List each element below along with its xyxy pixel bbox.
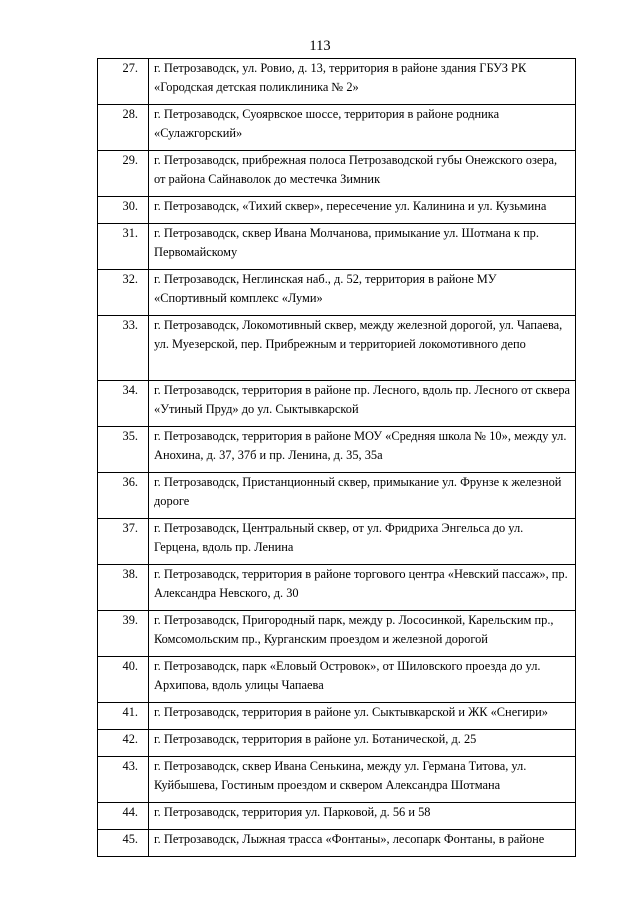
table-row [98, 197, 576, 224]
row-number: 45. [98, 830, 149, 857]
row-text: г. Петрозаводск, прибрежная полоса Петрозаводской губы Онежского озера, от района Сайнаволок до местечка Зимник [149, 151, 576, 197]
table-row [98, 59, 576, 105]
row-text: г. Петрозаводск, территория ул. Парковой, д. 56 и 58 [149, 803, 576, 830]
row-number: 42. [98, 730, 149, 757]
row-number: 27. [98, 59, 149, 105]
row-text: г. Петрозаводск, Локомотивный сквер, между железной дорогой, ул. Чапаева, ул. Муезерской, пер. Прибрежным и территорией локомотивного депо [149, 316, 576, 381]
row-number: 33. [98, 316, 149, 381]
row-text: г. Петрозаводск, Суоярвское шоссе, территория в районе родника «Сулажгорский» [149, 105, 576, 151]
row-number: 41. [98, 703, 149, 730]
table-row [98, 381, 576, 427]
table-body [98, 59, 576, 857]
row-number: 43. [98, 757, 149, 803]
row-text: г. Петрозаводск, территория в районе торгового центра «Невский пассаж», пр. Александра Невского, д. 30 [149, 565, 576, 611]
table-row [98, 224, 576, 270]
table-row [98, 151, 576, 197]
row-text: г. Петрозаводск, Центральный сквер, от ул. Фридриха Энгельса до ул. Герцена, вдоль пр. Ленина [149, 519, 576, 565]
table-row [98, 730, 576, 757]
table-row [98, 611, 576, 657]
row-text: г. Петрозаводск, Лыжная трасса «Фонтаны», лесопарк Фонтаны, в районе [149, 830, 576, 857]
table-row [98, 830, 576, 857]
row-number: 35. [98, 427, 149, 473]
row-number: 30. [98, 197, 149, 224]
row-text: г. Петрозаводск, Пристанционный сквер, примыкание ул. Фрунзе к железной дороге [149, 473, 576, 519]
table-row [98, 803, 576, 830]
table-row [98, 657, 576, 703]
row-text: г. Петрозаводск, территория в районе пр. Лесного, вдоль пр. Лесного от сквера «Утиный Пруд» до ул. Сыктывкарской [149, 381, 576, 427]
table-row [98, 473, 576, 519]
row-number: 32. [98, 270, 149, 316]
row-text: г. Петрозаводск, сквер Ивана Молчанова, примыкание ул. Шотмана к пр. Первомайскому [149, 224, 576, 270]
row-text: г. Петрозаводск, «Тихий сквер», пересечение ул. Калинина и ул. Кузьмина [149, 197, 576, 224]
row-text: г. Петрозаводск, ул. Ровио, д. 13, территория в районе здания ГБУЗ РК «Городская детская поликлиника № 2» [149, 59, 576, 105]
table-row [98, 427, 576, 473]
row-text: г. Петрозаводск, территория в районе ул. Сыктывкарской и ЖК «Снегири» [149, 703, 576, 730]
row-text: г. Петрозаводск, территория в районе МОУ «Средняя школа № 10», между ул. Анохина, д. 37, 37б и пр. Ленина, д. 35, 35а [149, 427, 576, 473]
row-text: г. Петрозаводск, Неглинская наб., д. 52, территория в районе МУ «Спортивный комплекс «Луми» [149, 270, 576, 316]
row-number: 44. [98, 803, 149, 830]
row-number: 37. [98, 519, 149, 565]
row-number: 39. [98, 611, 149, 657]
table-row [98, 757, 576, 803]
table-row [98, 105, 576, 151]
row-number: 34. [98, 381, 149, 427]
row-text: г. Петрозаводск, Пригородный парк, между р. Лососинкой, Карельским пр., Комсомольским пр., Курганским проездом и железной дорогой [149, 611, 576, 657]
table-row [98, 316, 576, 381]
row-number: 28. [98, 105, 149, 151]
locations-table [97, 58, 576, 857]
table-row [98, 565, 576, 611]
table-row [98, 270, 576, 316]
table-row [98, 519, 576, 565]
row-number: 36. [98, 473, 149, 519]
row-number: 38. [98, 565, 149, 611]
row-number: 29. [98, 151, 149, 197]
row-number: 31. [98, 224, 149, 270]
table-row [98, 703, 576, 730]
page-number: 113 [309, 38, 331, 54]
row-number: 40. [98, 657, 149, 703]
row-text: г. Петрозаводск, сквер Ивана Сенькина, между ул. Германа Титова, ул. Куйбышева, Гостиным проездом и сквером Александра Шотмана [149, 757, 576, 803]
row-text: г. Петрозаводск, территория в районе ул. Ботанической, д. 25 [149, 730, 576, 757]
row-text: г. Петрозаводск, парк «Еловый Островок», от Шиловского проезда до ул. Архипова, вдоль улицы Чапаева [149, 657, 576, 703]
